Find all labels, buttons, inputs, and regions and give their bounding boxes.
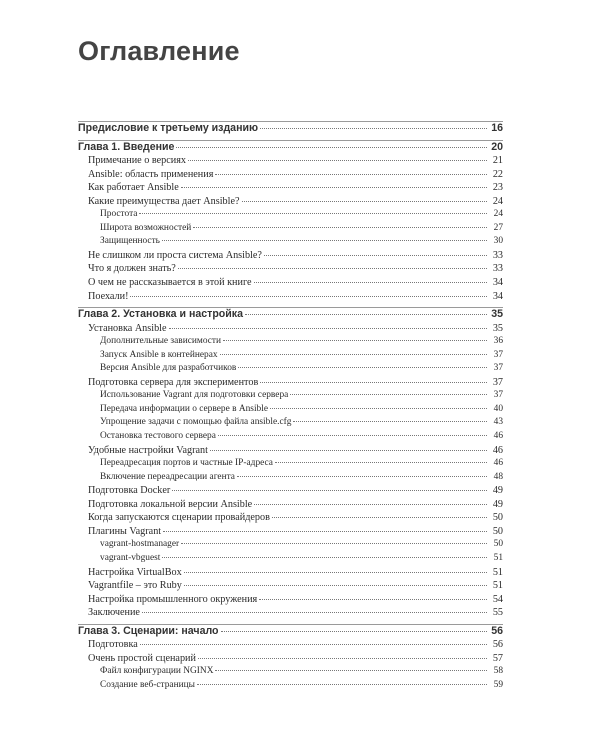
- toc-entry[interactable]: [78, 498, 503, 512]
- dot-leader: [242, 201, 488, 202]
- toc-entry-page: 16: [491, 122, 503, 134]
- toc-entry-label: Подготовка локальной версии Ansible: [88, 498, 253, 510]
- toc-entry[interactable]: [78, 606, 503, 620]
- toc-entry[interactable]: [78, 349, 503, 363]
- dot-leader: [237, 476, 487, 477]
- toc-entry-page: 24: [492, 195, 503, 207]
- dot-leader: [218, 435, 487, 436]
- toc-entry-label: Подготовка Docker: [88, 485, 171, 497]
- table-of-contents: [78, 121, 503, 692]
- toc-entry-page: 51: [492, 580, 503, 592]
- toc-entry-page: 46: [493, 431, 503, 442]
- dot-leader: [290, 394, 487, 395]
- toc-entry-label: Использование Vagrant для подготовки сервера: [100, 390, 289, 401]
- toc-entry-label: vagrant-vbguest: [100, 552, 161, 563]
- dot-leader: [254, 282, 487, 283]
- toc-entry[interactable]: [78, 624, 503, 639]
- toc-entry[interactable]: [78, 168, 503, 182]
- toc-entry-page: 40: [493, 403, 503, 414]
- toc-entry-label: Заключение: [88, 607, 140, 619]
- toc-entry-label: Установка Ansible: [88, 322, 167, 334]
- toc-entry-page: 50: [492, 512, 503, 524]
- toc-entry-label: Vagrantfile – это Ruby: [88, 580, 182, 592]
- toc-entry-page: 37: [493, 363, 503, 374]
- toc-entry-page: 37: [493, 349, 503, 360]
- dot-leader: [221, 631, 487, 632]
- toc-entry-label: Глава 3. Сценарии: начало: [78, 624, 219, 637]
- toc-entry-page: 21: [492, 155, 503, 167]
- toc-entry-label: Не слишком ли проста система Ansible?: [88, 249, 262, 261]
- toc-entry-label: Настройка VirtualBox: [88, 566, 182, 578]
- dot-leader: [169, 328, 487, 329]
- dot-leader: [162, 557, 487, 558]
- toc-entry-label: Примечание о версиях: [88, 155, 186, 167]
- toc-entry[interactable]: [78, 416, 503, 430]
- toc-entry-page: 43: [493, 417, 503, 428]
- toc-entry-page: 24: [493, 209, 503, 220]
- dot-leader: [223, 340, 487, 341]
- toc-entry[interactable]: [78, 290, 503, 304]
- dot-leader: [184, 585, 487, 586]
- toc-entry[interactable]: [78, 322, 503, 336]
- toc-entry-page: 22: [492, 168, 503, 180]
- toc-entry[interactable]: [78, 389, 503, 403]
- toc-entry-label: vagrant-hostmanager: [100, 539, 180, 550]
- dot-leader: [254, 504, 487, 505]
- dot-leader: [142, 612, 487, 613]
- toc-entry-label: Поехали!: [88, 290, 129, 302]
- dot-leader: [210, 450, 487, 451]
- toc-entry-label: Широта возможностей: [100, 222, 192, 233]
- dot-leader: [264, 255, 487, 256]
- dot-leader: [275, 462, 487, 463]
- dot-leader: [272, 517, 487, 518]
- toc-entry[interactable]: [78, 140, 503, 155]
- toc-entry[interactable]: [78, 484, 503, 498]
- dot-leader: [259, 599, 487, 600]
- dot-leader: [260, 128, 487, 129]
- toc-entry[interactable]: [78, 262, 503, 276]
- toc-entry-page: 35: [491, 308, 503, 321]
- toc-entry[interactable]: [78, 403, 503, 417]
- dot-leader: [178, 268, 487, 269]
- toc-entry[interactable]: [78, 430, 503, 444]
- dot-leader: [245, 314, 487, 315]
- toc-entry[interactable]: [78, 538, 503, 552]
- toc-entry-label: Предисловие к третьему изданию: [78, 122, 259, 134]
- dot-leader: [238, 367, 487, 368]
- page-title: Оглавление: [78, 36, 240, 66]
- toc-entry-label: Включение переадресации агента: [100, 471, 235, 482]
- toc-entry-page: 36: [493, 336, 503, 347]
- toc-entry[interactable]: [78, 362, 503, 376]
- toc-entry-page: 37: [493, 390, 503, 401]
- toc-entry-page: 49: [492, 485, 503, 497]
- toc-entry-label: Какие преимущества дает Ansible?: [88, 195, 240, 207]
- toc-entry-label: Версия Ansible для разработчиков: [100, 363, 237, 374]
- dot-leader: [181, 187, 487, 188]
- toc-entry[interactable]: [78, 566, 503, 580]
- toc-entry-page: 49: [492, 498, 503, 510]
- toc-entry[interactable]: [78, 665, 503, 679]
- toc-entry[interactable]: [78, 525, 503, 539]
- toc-entry[interactable]: [78, 444, 503, 458]
- toc-entry-label: Упрощение задачи с помощью файла ansible.cfg: [100, 417, 292, 428]
- toc-entry-page: 59: [493, 679, 503, 690]
- toc-entry-label: Глава 1. Введение: [78, 140, 175, 153]
- toc-entry-label: Ansible: область применения: [88, 168, 214, 180]
- toc-entry-page: 33: [492, 249, 503, 261]
- toc-entry[interactable]: [78, 335, 503, 349]
- toc-entry-label: Остановка тестового сервера: [100, 431, 216, 442]
- dot-leader: [184, 572, 487, 573]
- dot-leader: [139, 213, 487, 214]
- toc-entry-label: Удобные настройки Vagrant: [88, 444, 208, 456]
- dot-leader: [172, 490, 487, 491]
- toc-entry[interactable]: [78, 457, 503, 471]
- toc-entry[interactable]: [78, 276, 503, 290]
- dot-leader: [176, 147, 487, 148]
- toc-entry[interactable]: [78, 579, 503, 593]
- toc-entry-page: 50: [492, 525, 503, 537]
- toc-entry-page: 55: [492, 607, 503, 619]
- toc-entry-page: 34: [492, 290, 503, 302]
- toc-entry-label: Когда запускаются сценарии провайдеров: [88, 512, 270, 524]
- toc-entry-page: 51: [492, 566, 503, 578]
- toc-entry-label: Плагины Vagrant: [88, 525, 162, 537]
- toc-entry-page: 37: [492, 376, 503, 388]
- dot-leader: [293, 421, 487, 422]
- toc-entry[interactable]: [78, 652, 503, 666]
- dot-leader: [140, 644, 487, 645]
- toc-entry[interactable]: [78, 638, 503, 652]
- toc-entry[interactable]: [78, 593, 503, 607]
- toc-entry-page: 57: [492, 652, 503, 664]
- toc-entry-page: 56: [492, 639, 503, 651]
- toc-entry[interactable]: [78, 307, 503, 322]
- toc-entry-label: Файл конфигурации NGINX: [100, 666, 214, 677]
- toc-entry-label: Глава 2. Установка и настройка: [78, 308, 243, 321]
- dot-leader: [188, 160, 487, 161]
- toc-entry[interactable]: [78, 679, 503, 693]
- toc-entry[interactable]: [78, 235, 503, 249]
- toc-entry-page: 30: [493, 236, 503, 247]
- dot-leader: [220, 354, 487, 355]
- dot-leader: [215, 174, 487, 175]
- toc-entry-label: Подготовка: [88, 639, 138, 651]
- toc-entry[interactable]: [78, 222, 503, 236]
- toc-entry-label: Что я должен знать?: [88, 263, 176, 275]
- toc-entry[interactable]: [78, 249, 503, 263]
- toc-entry-label: Простота: [100, 209, 138, 220]
- toc-entry-page: 58: [493, 666, 503, 677]
- toc-entry[interactable]: [78, 471, 503, 485]
- toc-entry-page: 33: [492, 263, 503, 275]
- toc-entry-page: 50: [493, 539, 503, 550]
- toc-entry[interactable]: [78, 511, 503, 525]
- toc-entry-page: 54: [492, 593, 503, 605]
- toc-entry-label: Переадресация портов и частные IP-адреса: [100, 458, 273, 469]
- dot-leader: [198, 658, 487, 659]
- toc-entry-label: Передача информации о сервере в Ansible: [100, 403, 269, 414]
- toc-entry[interactable]: [78, 552, 503, 566]
- toc-entry[interactable]: [78, 208, 503, 222]
- dot-leader: [215, 670, 487, 671]
- toc-entry-label: Настройка промышленного окружения: [88, 593, 258, 605]
- toc-entry-label: Создание веб-страницы: [100, 679, 195, 690]
- toc-entry-label: Защищенность: [100, 236, 160, 247]
- toc-entry-label: Дополнительные зависимости: [100, 336, 222, 347]
- dot-leader: [130, 296, 487, 297]
- toc-entry-label: Подготовка сервера для экспериментов: [88, 376, 259, 388]
- toc-entry-page: 46: [493, 458, 503, 469]
- toc-entry-label: Очень простой сценарий: [88, 652, 196, 664]
- toc-entry-page: 56: [491, 624, 503, 637]
- toc-entry-page: 23: [492, 182, 503, 194]
- dot-leader: [197, 684, 487, 685]
- toc-entry-page: 20: [491, 140, 503, 153]
- toc-entry[interactable]: [78, 121, 503, 136]
- toc-entry-label: Запуск Ansible в контейнерах: [100, 349, 218, 360]
- toc-entry[interactable]: [78, 154, 503, 168]
- toc-entry-label: О чем не рассказывается в этой книге: [88, 277, 252, 289]
- toc-entry[interactable]: [78, 376, 503, 390]
- dot-leader: [193, 227, 487, 228]
- toc-entry-page: 46: [492, 444, 503, 456]
- toc-entry[interactable]: [78, 181, 503, 195]
- dot-leader: [181, 543, 487, 544]
- toc-entry-page: 48: [493, 471, 503, 482]
- toc-entry-page: 27: [493, 222, 503, 233]
- dot-leader: [260, 382, 487, 383]
- dot-leader: [163, 531, 487, 532]
- dot-leader: [162, 240, 487, 241]
- toc-entry[interactable]: [78, 195, 503, 209]
- toc-entry-page: 51: [493, 552, 503, 563]
- dot-leader: [270, 408, 487, 409]
- toc-entry-page: 34: [492, 277, 503, 289]
- toc-entry-page: 35: [492, 322, 503, 334]
- toc-entry-label: Как работает Ansible: [88, 182, 179, 194]
